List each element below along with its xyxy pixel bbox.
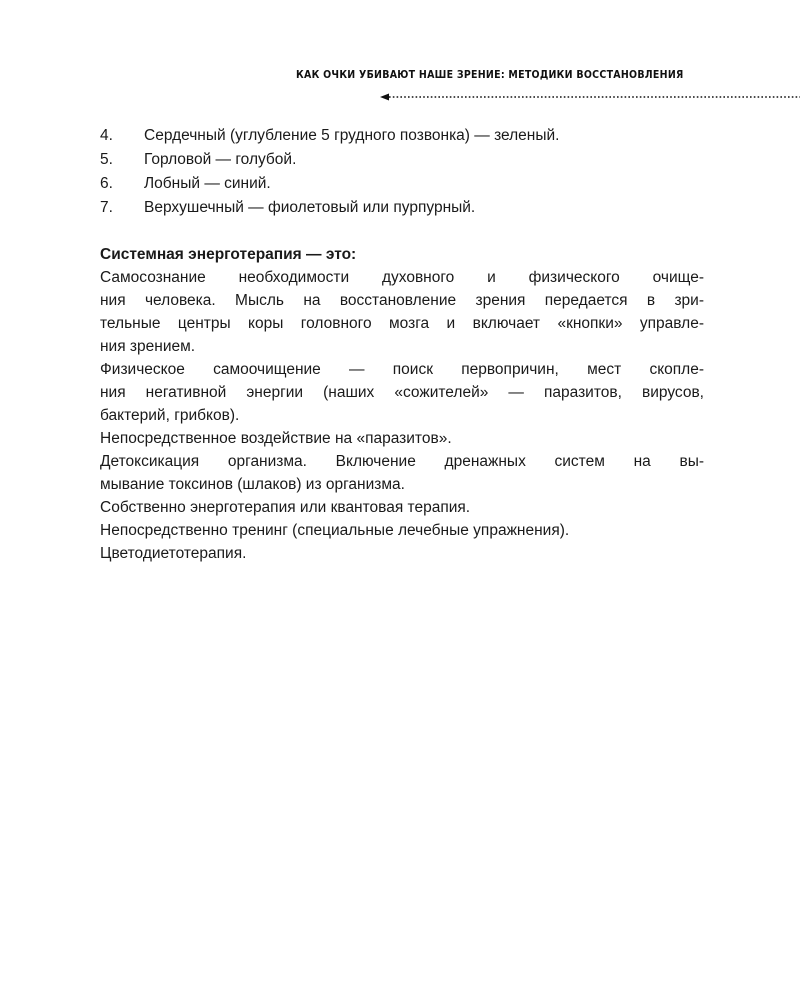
section-heading: Системная энерготерапия — это: [100,246,357,263]
paragraph [100,496,704,519]
paragraph [100,266,704,358]
text-line: ния негативной энергии (наших «сожителей» — паразитов, вирусов, [100,384,704,401]
dotted-arrow-icon [380,92,800,102]
list-item [100,124,704,148]
paragraph [100,542,704,565]
list-number: 6. [100,175,113,192]
paragraph [100,427,704,450]
running-title: КАК ОЧКИ УБИВАЮТ НАШЕ ЗРЕНИЕ: МЕТОДИКИ ВОССТАНОВЛЕНИЯ [296,68,684,81]
paragraph [100,450,704,496]
text-line: Непосредственное воздействие на «паразитов». [100,430,452,447]
list-text: Сердечный (углубление 5 грудного позвонка) — зеленый. [144,127,560,144]
list-number: 5. [100,151,113,168]
text-line: Физическое самоочищение — поиск первопричин, мест скопле- [100,361,704,378]
list-text: Лобный — синий. [144,175,271,192]
numbered-list [100,124,704,220]
list-item [100,196,704,220]
header-arrow-rule [380,92,800,102]
text-line: Детоксикация организма. Включение дренажных систем на вы- [100,453,704,470]
text-line: мывание токсинов (шлаков) из организма. [100,476,405,493]
text-line: Самосознание необходимости духовного и физического очище- [100,269,704,286]
text-line: Непосредственно тренинг (специальные лечебные упражнения). [100,522,570,539]
list-text: Горловой — голубой. [144,151,297,168]
text-line: тельные центры коры головного мозга и включает «кнопки» управле- [100,315,704,332]
page-body [100,124,704,565]
list-number: 4. [100,127,113,144]
paragraph [100,519,704,542]
text-line: Цветодиетотерапия. [100,545,247,562]
text-line: бактерий, грибков). [100,407,240,424]
text-line: ния зрением. [100,338,196,355]
list-item [100,172,704,196]
list-item [100,148,704,172]
list-text: Верхушечный — фиолетовый или пурпурный. [144,199,476,216]
list-number: 7. [100,199,113,216]
paragraph [100,358,704,427]
text-line: Собственно энерготерапия или квантовая терапия. [100,499,471,516]
text-line: ния человека. Мысль на восстановление зрения передается в зри- [100,292,704,309]
